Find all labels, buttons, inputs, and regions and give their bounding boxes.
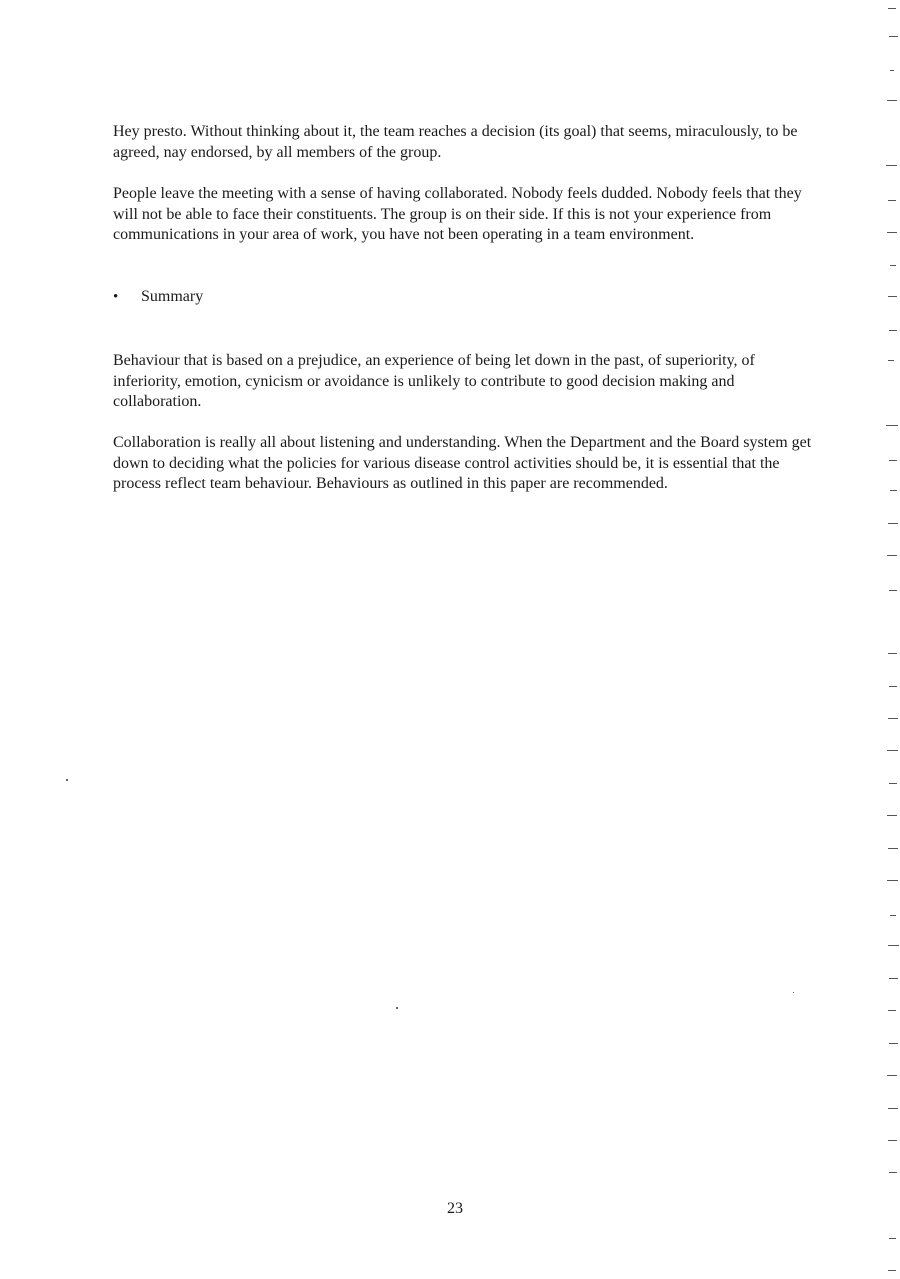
scan-edge-artifacts xyxy=(884,0,900,1279)
scan-speck xyxy=(793,992,794,993)
page-number: 23 xyxy=(447,1200,463,1217)
paragraph-behaviour: Behaviour that is based on a prejudice, an experience of being let down in the past, of superiority, of inferiority, emotion, cynicism or avoidance is unlikely to contribute to good decision making and collaboration. xyxy=(113,352,755,411)
paragraph-collaborated: People leave the meeting with a sense of having collaborated. Nobody feels dudded. Nobody feels that they will not be able to face their constituents. The group is on their side. If this is not your experience from communications in your area of work, you have not been operating in a team environment. xyxy=(113,185,802,244)
bullet-text: Summary xyxy=(141,288,204,305)
scan-speck xyxy=(396,1007,398,1009)
bullet-marker: • xyxy=(113,289,119,305)
bullet-item-summary xyxy=(113,287,813,308)
scan-speck xyxy=(66,779,68,781)
paragraph-hey-presto: Hey presto. Without thinking about it, the team reaches a decision (its goal) that seems, miraculously, to be agreed, nay endorsed, by all members of the group. xyxy=(113,123,798,161)
paragraph-collaboration: Collaboration is really all about listening and understanding. When the Department and the Board system get down to deciding what the policies for various disease control activities should be, it is essential that the process reflect team behaviour. Behaviours as outlined in this paper are recommended. xyxy=(113,434,812,493)
